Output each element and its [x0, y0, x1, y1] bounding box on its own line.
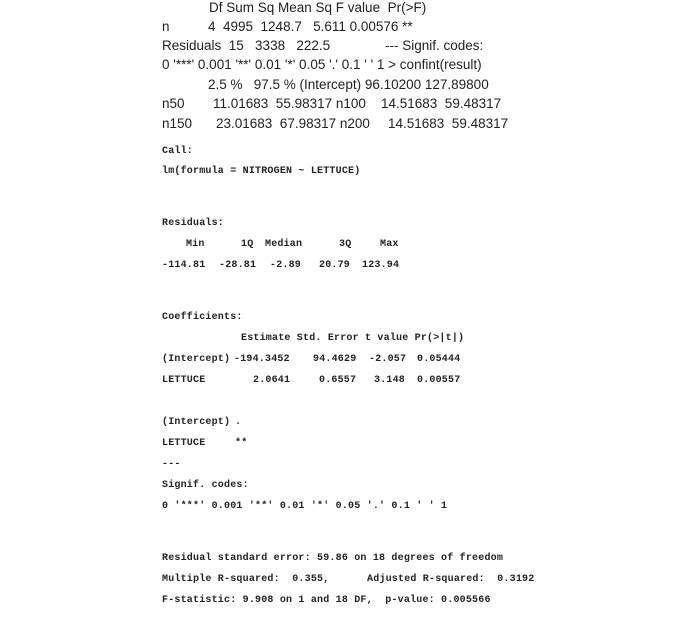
coef-row-name: (Intercept) — [162, 354, 231, 365]
anova-residuals-row: Residuals 15 3338 222.5 — [162, 38, 331, 53]
residuals-value: -2.89 — [270, 260, 302, 271]
coef-estimate: 2.0641 — [253, 375, 291, 386]
confint-header: 2.5 % 97.5 % (Intercept) 96.10200 127.89800 — [208, 77, 489, 92]
signif-label: Signif. codes: — [162, 480, 249, 491]
residuals-header: Max — [380, 239, 399, 250]
multiple-r-squared: Multiple R-squared: 0.355, — [162, 574, 330, 585]
residuals-header: Min — [186, 239, 205, 250]
coef-t-value: 3.148 — [374, 375, 406, 386]
coef-star: . — [235, 417, 242, 428]
coef-estimate: -194.3452 — [234, 354, 290, 365]
confint-row-values: 14.51683 59.48317 — [388, 116, 509, 131]
coef-std-error: 0.6557 — [319, 375, 357, 386]
coef-t-value: -2.057 — [369, 354, 407, 365]
coef-std-error: 94.4629 — [313, 354, 357, 365]
coef-p-value: 0.00557 — [417, 375, 461, 386]
residuals-header: 3Q — [339, 239, 352, 250]
coef-star-name: LETTUCE — [162, 438, 206, 449]
coefficients-header: Estimate Std. Error t value Pr(>|t|) — [241, 333, 465, 344]
residuals-value: 20.79 — [319, 260, 351, 271]
residuals-value: -28.81 — [219, 260, 257, 271]
residuals-value: -114.81 — [162, 260, 206, 271]
anova-signif-codes: 0 '***' 0.001 '**' 0.01 '*' 0.05 '.' 0.1 ' ' 1 > confint(result) — [162, 57, 482, 72]
residuals-header: Median — [265, 239, 303, 250]
residual-std-error: Residual standard error: 59.86 on 18 degrees of freedom — [162, 553, 504, 564]
signif-separator: --- — [162, 459, 181, 470]
signif-codes: 0 '***' 0.001 '**' 0.01 '*' 0.05 '.' 0.1 ' ' 1 — [162, 501, 448, 512]
anova-header: Df Sum Sq Mean Sq F value Pr(>F) — [209, 0, 427, 15]
confint-row-label: n150 — [162, 116, 193, 131]
confint-row-label: n50 — [162, 96, 185, 111]
anova-signif-label: --- Signif. codes: — [385, 38, 484, 53]
f-statistic: F-statistic: 9.908 on 1 and 18 DF, p-value: 0.005566 — [162, 595, 491, 606]
coefficients-label: Coefficients: — [162, 312, 243, 323]
call-formula: lm(formula = NITROGEN ~ LETTUCE) — [162, 166, 361, 177]
coef-p-value: 0.05444 — [417, 354, 461, 365]
confint-row-values: 11.01683 55.98317 n100 — [213, 96, 366, 111]
confint-row-values: 14.51683 59.48317 — [381, 96, 502, 111]
coef-star-name: (Intercept) — [162, 417, 231, 428]
anova-row-label-n: n — [162, 19, 170, 34]
confint-row-values: 23.01683 67.98317 n200 — [216, 116, 370, 131]
residuals-header: 1Q — [241, 239, 254, 250]
call-label: Call: — [162, 146, 194, 157]
anova-row-n-values: 4 4995 1248.7 5.611 0.00576 ** — [208, 19, 413, 34]
coef-star: ** — [235, 438, 248, 449]
residuals-label: Residuals: — [162, 218, 225, 229]
coef-row-name: LETTUCE — [162, 375, 206, 386]
adjusted-r-squared: Adjusted R-squared: 0.3192 — [367, 574, 535, 585]
residuals-value: 123.94 — [362, 260, 400, 271]
